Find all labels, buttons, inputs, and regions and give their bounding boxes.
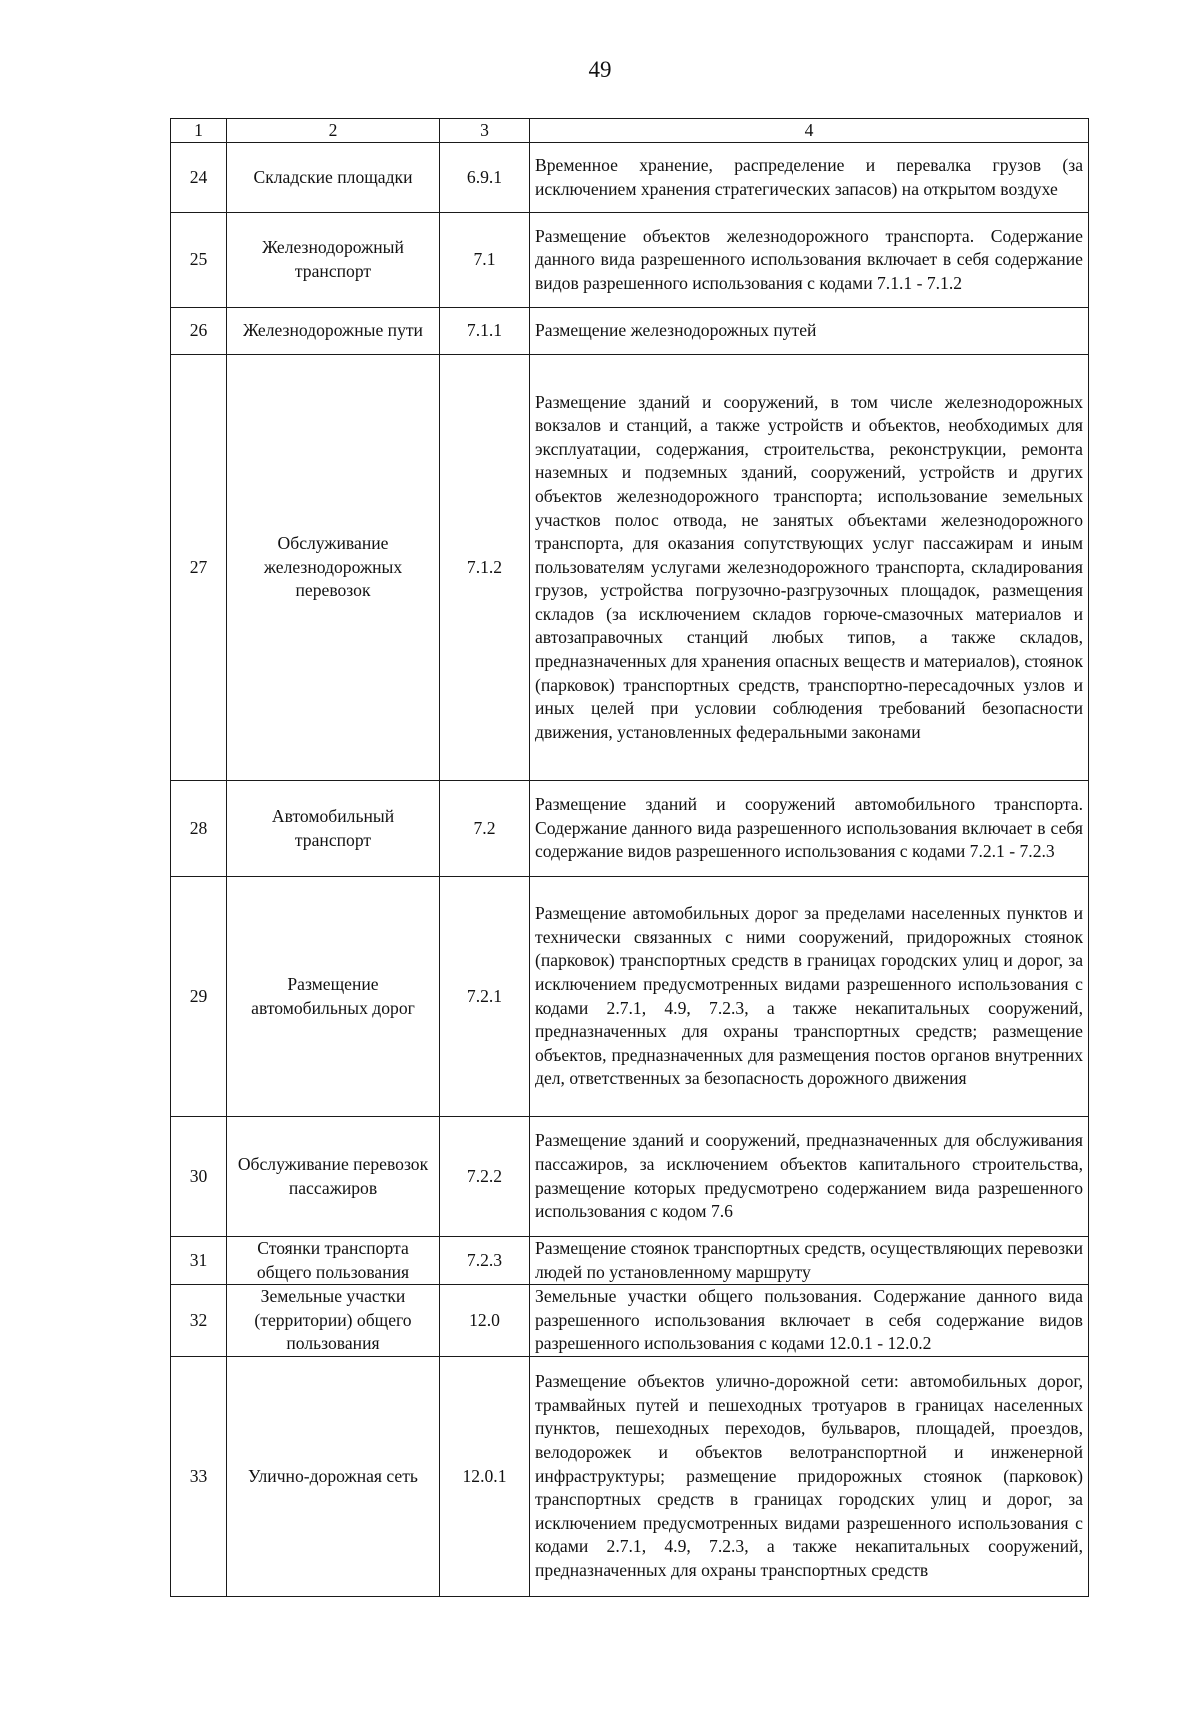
use-type-code: 7.1 xyxy=(440,213,530,308)
use-type-name: Обслуживание перевозок пассажиров xyxy=(227,1117,440,1237)
use-type-code: 7.2.2 xyxy=(440,1117,530,1237)
use-type-name: Стоянки транспорта общего пользования xyxy=(227,1237,440,1285)
use-type-code: 7.2.3 xyxy=(440,1237,530,1285)
header-row xyxy=(171,119,1089,143)
use-type-description: Размещение автомобильных дорог за пределами населенных пунктов и технически связанных с ними сооружений, придорожных стоянок (парковок) транспортных средств в границах городских улиц и дорог, за исключением предусмотренных видами разрешенного использования с кодами 2.7.1, 4.9, 7.2.3, а также некапитальных сооружений, предназначенных для охраны транспортных средств; размещение объектов, предназначенных для размещения постов органов внутренних дел, ответственных за безопасность дорожного движения xyxy=(530,877,1089,1117)
use-type-code: 12.0.1 xyxy=(440,1356,530,1596)
header-col-3: 3 xyxy=(440,119,530,143)
use-type-description: Размещение железнодорожных путей xyxy=(530,308,1089,355)
use-type-name: Земельные участки (территории) общего пользования xyxy=(227,1285,440,1357)
use-type-code: 7.2.1 xyxy=(440,877,530,1117)
table-row xyxy=(171,1237,1089,1285)
row-number: 31 xyxy=(171,1237,227,1285)
row-number: 26 xyxy=(171,308,227,355)
row-number: 28 xyxy=(171,781,227,877)
page-number: 49 xyxy=(588,57,612,82)
header-col-4: 4 xyxy=(530,119,1089,143)
use-type-description: Размещение зданий и сооружений, в том числе железнодорожных вокзалов и станций, а также устройств и объектов, необходимых для эксплуатации, содержания, строительства, реконструкции, ремонта наземных и подземных зданий, сооружений, устройств и других объектов железнодорожного транспорта; использование земельных участков полос отвода, не занятых объектами железнодорожного транспорта, для оказания сопутствующих услуг пассажирам и иным пользователям услугами железнодорожного транспорта, складирования грузов, устройства погрузочно-разгрузочных площадок, размещения складов (за исключением складов горюче-смазочных материалов и автозаправочных станций любых типов, а также складов, предназначенных для хранения опасных веществ и материалов), стоянок (парковок) транспортных средств, транспортно-пересадочных узлов и иных целей при условии соблюдения требований безопасности движения, установленных федеральными законами xyxy=(530,355,1089,781)
table-row xyxy=(171,1356,1089,1596)
use-type-description: Земельные участки общего пользования. Содержание данного вида разрешенного использования включает в себя содержание видов разрешенного использования с кодами 12.0.1 - 12.0.2 xyxy=(530,1285,1089,1357)
use-type-name: Улично-дорожная сеть xyxy=(227,1356,440,1596)
row-number: 30 xyxy=(171,1117,227,1237)
use-type-name: Складские площадки xyxy=(227,143,440,213)
use-type-name: Железнодорожный транспорт xyxy=(227,213,440,308)
header-col-2: 2 xyxy=(227,119,440,143)
use-type-name: Обслуживание железнодорожных перевозок xyxy=(227,355,440,781)
table-header xyxy=(171,119,1089,143)
use-type-code: 7.1.1 xyxy=(440,308,530,355)
table-body xyxy=(171,143,1089,1597)
use-type-description: Размещение зданий и сооружений, предназначенных для обслуживания пассажиров, за исключением объектов капитального строительства, размещение которых предусмотрено содержанием вида разрешенного использования с кодом 7.6 xyxy=(530,1117,1089,1237)
table-row xyxy=(171,781,1089,877)
row-number: 29 xyxy=(171,877,227,1117)
table-row xyxy=(171,213,1089,308)
use-type-description: Размещение объектов улично-дорожной сети: автомобильных дорог, трамвайных путей и пешеходных тротуаров в границах населенных пунктов, пешеходных переходов, бульваров, площадей, проездов, велодорожек и объектов велотранспортной и инженерной инфраструктуры; размещение придорожных стоянок (парковок) транспортных средств в границах городских улиц и дорог, за исключением предусмотренных видами разрешенного использования с кодами 2.7.1, 4.9, 7.2.3, а также некапитальных сооружений, предназначенных для охраны транспортных средств xyxy=(530,1356,1089,1596)
use-type-description: Размещение стоянок транспортных средств, осуществляющих перевозки людей по установленному маршруту xyxy=(530,1237,1089,1285)
row-number: 33 xyxy=(171,1356,227,1596)
row-number: 24 xyxy=(171,143,227,213)
use-type-description: Временное хранение, распределение и перевалка грузов (за исключением хранения стратегических запасов) на открытом воздухе xyxy=(530,143,1089,213)
use-type-description: Размещение зданий и сооружений автомобильного транспорта. Содержание данного вида разрешенного использования включает в себя содержание видов разрешенного использования с кодами 7.2.1 - 7.2.3 xyxy=(530,781,1089,877)
table-row xyxy=(171,355,1089,781)
row-number: 25 xyxy=(171,213,227,308)
use-type-description: Размещение объектов железнодорожного транспорта. Содержание данного вида разрешенного использования включает в себя содержание видов разрешенного использования с кодами 7.1.1 - 7.1.2 xyxy=(530,213,1089,308)
table-row xyxy=(171,877,1089,1117)
use-type-name: Размещение автомобильных дорог xyxy=(227,877,440,1117)
table-row xyxy=(171,308,1089,355)
use-type-code: 7.2 xyxy=(440,781,530,877)
use-type-name: Железнодорожные пути xyxy=(227,308,440,355)
header-col-1: 1 xyxy=(171,119,227,143)
use-type-code: 6.9.1 xyxy=(440,143,530,213)
use-type-name: Автомобильный транспорт xyxy=(227,781,440,877)
use-type-code: 12.0 xyxy=(440,1285,530,1357)
use-type-code: 7.1.2 xyxy=(440,355,530,781)
table-row xyxy=(171,1117,1089,1237)
row-number: 32 xyxy=(171,1285,227,1357)
table-row xyxy=(171,1285,1089,1357)
land-use-table xyxy=(170,118,1089,1597)
table-row xyxy=(171,143,1089,213)
row-number: 27 xyxy=(171,355,227,781)
